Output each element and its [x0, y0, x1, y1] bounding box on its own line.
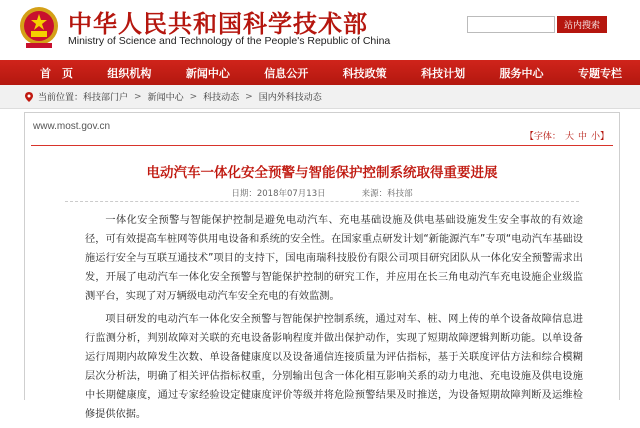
header-divider	[31, 145, 613, 146]
article-body	[85, 211, 583, 428]
font-size-label: 【字体：	[524, 132, 561, 142]
meta-divider	[65, 201, 579, 202]
breadcrumb	[0, 85, 640, 109]
article-source: 来源：科技部	[361, 189, 413, 199]
breadcrumb-item-portal[interactable]: 科技部门户	[83, 93, 129, 103]
site-url: www.most.gov.cn	[33, 121, 111, 132]
article-paragraph: 项目研发的电动汽车一体化安全预警与智能保护控制系统，通过对车、桩、网上传的单个设备故障信息进行监测分析，判别故障对关联的充电设备影响程度并做出保护动作，实现了短期故障逻辑判断功能。以单设备运行周期内故障发生次数、单设备健康度以及设备通信连接质量为评估指标，基于关联度评估方法和综合模糊层次分析法，明确了相关评估指标权重，分别输出包含一体化相互影响关系的动力电池、充电设施及供电设施中长期健康度，通过专家经验设定健康度评价等级并将危险预警结果及时推送，为设备短期故障判断及运维检修提供依据。	[85, 314, 583, 420]
nav-item-news[interactable]: 新闻中心	[185, 66, 230, 80]
nav-item-home[interactable]: 首 页	[40, 66, 73, 80]
nav-item-topics[interactable]: 专题专栏	[577, 66, 622, 80]
article-panel	[24, 112, 620, 420]
article-meta	[25, 187, 619, 199]
article-title: 电动汽车一体化安全预警与智能保护控制系统取得重要进展	[146, 165, 498, 181]
breadcrumb-item-news[interactable]: 新闻中心	[147, 93, 184, 103]
breadcrumb-item-tech-news[interactable]: 科技动态	[203, 93, 240, 103]
nav-item-service[interactable]: 服务中心	[499, 66, 544, 80]
breadcrumb-separator: >	[134, 91, 142, 102]
article-date: 日期：2018年07月13日	[231, 189, 326, 199]
site-header	[0, 0, 640, 60]
main-nav	[0, 60, 640, 85]
nav-item-organization[interactable]: 组织机构	[107, 66, 152, 80]
font-size-large[interactable]: 大	[564, 132, 574, 142]
breadcrumb-item-intl-news[interactable]: 国内外科技动态	[258, 93, 322, 103]
font-size-small[interactable]: 小	[590, 132, 600, 142]
nav-item-programs[interactable]: 科技计划	[421, 66, 466, 80]
nav-item-disclosure[interactable]: 信息公开	[264, 66, 309, 80]
breadcrumb-prefix: 当前位置：	[38, 93, 84, 103]
font-size-close: 】	[599, 132, 609, 142]
font-size-medium[interactable]: 中	[577, 132, 587, 142]
location-icon	[24, 92, 34, 102]
site-subtitle: Ministry of Science and Technology of the People's Republic of China	[68, 35, 391, 47]
site-title[interactable]: 中华人民共和国科学技术部	[68, 10, 368, 38]
breadcrumb-separator: >	[189, 91, 198, 102]
article-paragraph: 一体化安全预警与智能保护控制是避免电动汽车、充电基础设施及供电基础设施发生安全事故的有效途径，可有效提高车桩网等供用电设备和系统的安全性。在国家重点研发计划“新能源汽车”专项“电动汽车基础设施运行安全与互联互通技术”项目的支持下，国电南瑞科技股份有限公司项目研究团队从一体化安全预警需求出发，开展了电动汽车一体化安全预警与智能保护控制的研究工作，并应用在长三角电动汽车充电设施企业级监测平台，实现了对万辆级电动汽车安全充电的有效监测。	[85, 215, 583, 302]
nav-item-policy[interactable]: 科技政策	[342, 66, 387, 80]
font-size-switcher	[525, 129, 609, 142]
search-button[interactable]: 站内搜索	[557, 16, 607, 33]
search-input[interactable]	[467, 16, 555, 33]
breadcrumb-separator: >	[245, 91, 253, 102]
national-emblem-icon[interactable]	[18, 4, 60, 50]
